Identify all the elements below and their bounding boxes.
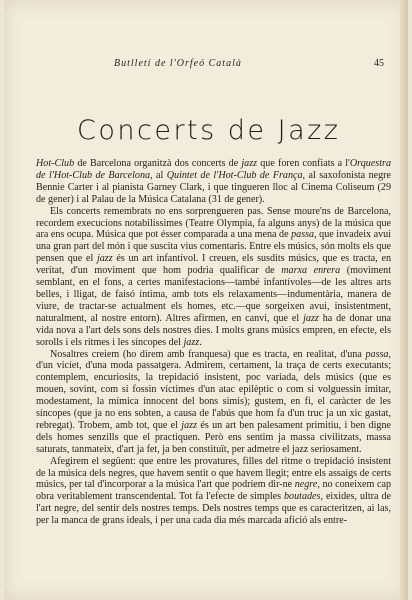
text-run: és un art ben palesament primitiu, i ben digne dels homes senzills que el practiquen. Però ens sentim ja massa civilitzats, massa saturats, tanmateix, d'art ja fet, ja ben constituït, per admetre el jazz seriosament. <box>36 419 391 455</box>
running-title: Butlletí de l'Orfeó Català <box>114 58 242 69</box>
italic-run: Quintet de l'Hot-Club de França <box>166 169 303 181</box>
italic-run: passa <box>365 348 389 360</box>
text-run: , d'un vicíet, d'una moda passatgera. Admirem, certament, la traça de certs executants; contemplem, encuriosits, la trepidació insistent, poc variada, dels músics (que es mouen, sovint, com si fossin víctimes d'un atac epilèptic o com si volguessin imitar, modestament, la mímica innocent del bons simis); gustem, en fi, el caràcter de les síncopes (que ja no ens sobten, a causa de l'abús que hom fa d'un truc ja un xic gastat, rebregat). Trobem, amb tot, que el <box>36 348 391 431</box>
text-run: ha de donar una vida nova a l'art dels sons dels nostres dies. I molts grans músics empren, en efecte, els sorolls i els ritmes i les síncopes del <box>36 312 391 348</box>
text-run: que foren confiats a l' <box>257 158 350 169</box>
italic-run: Orquestra de l'Hot-Club de Barcelona <box>36 158 392 181</box>
italic-run: jazz <box>183 336 200 348</box>
article-body <box>36 158 391 527</box>
italic-run: jazz <box>241 158 258 169</box>
article-title: Concerts de Jazz <box>77 115 341 146</box>
italic-run: jazz <box>96 253 113 265</box>
text-run: , que invadeix avui una gran part del món i que suscita vius comentaris. Entre els músics, són molts els que pensen que el <box>36 229 391 265</box>
italic-run: negre <box>294 479 318 491</box>
text-run: . <box>199 336 202 348</box>
text-run: , eixides, ultra de l'art negre, del sentir dels nostres temps. Dels nostres temps que es caracteritzen, ai las, per la manca de grans ideals, i per una cada dia més marcada afició als entre- <box>36 491 392 527</box>
page-edge-shadow <box>400 0 408 600</box>
text-run: és un art infantívol. I creuen, els susdits músics, que es tracta, en veritat, d'un moviment que hom podria qualificar de <box>36 253 391 277</box>
italic-run: jazz <box>303 312 319 324</box>
italic-run: boutades <box>284 491 321 503</box>
italic-run: Hot-Club <box>36 158 75 169</box>
text-run: Nosaltres creiem (ho direm amb franquesa) que es tracta, en realitat, d'una <box>50 348 366 360</box>
text-run: (moviment semblant, en el fons, a certes manifestacions—també infantívoles—de les altres arts belles, i lligat, de faisó íntima, amb tots els relaxaments—indumentària, manera de viure, de tractar-se actualment els homes, etc.—que sorgeixen avui, insistentment, naturalment, al nostre entorn). Altres afirmen, en canvi, que el <box>36 265 391 324</box>
italic-run: jazz <box>181 419 198 431</box>
paragraph <box>36 349 391 456</box>
text-run: , al saxofonista negre Bennie Carter i al pianista Garney Clark, i que tingueren lloc al Cinema Coliseum (29 de gener) i al Palau de la Música Catalana (31 de gener). <box>36 169 391 205</box>
italic-run: passa <box>291 229 315 241</box>
paragraph <box>36 456 391 527</box>
text-run: , al <box>150 169 167 181</box>
text-run: Afegirem el següent: que entre les provatures, filles del ritme o trepidació insistent de la música dels negres, que havem sentit o que havem llegit; entre els assaigs de certs músics, per tal d'incorporar a la música l'art que podríem dir-ne <box>36 455 391 491</box>
text-run: , no coneixem cap obra veritablement transcendental. Tot fa l'efecte de simples <box>36 479 391 503</box>
book-page <box>4 0 408 600</box>
text-run: de Barcelona organitzà dos concerts de <box>74 158 242 169</box>
italic-run: marxa enrera <box>281 265 341 277</box>
paragraph <box>36 158 391 206</box>
running-header <box>44 58 384 72</box>
text-run: Els concerts remembrats no ens sorprengueren pas. Sense moure'ns de Barcelona, recordem execucions notabilíssimes (Teatre Olympia, fa alguns anys) de la música que ara ens ocupa. Música que pot ésser comparada a una mena de <box>36 205 391 241</box>
paragraph <box>36 206 391 349</box>
page-number: 45 <box>374 58 384 69</box>
